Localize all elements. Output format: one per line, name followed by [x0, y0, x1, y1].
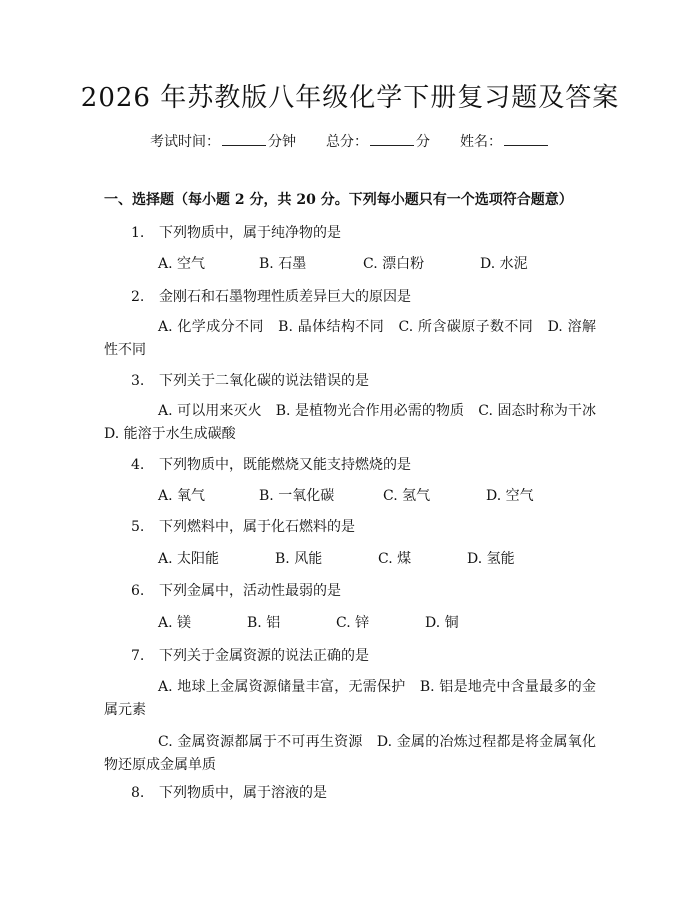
question-number: 7.	[131, 648, 145, 664]
question-number: 8.	[131, 785, 145, 801]
option-a: A. 镁	[158, 615, 192, 631]
option-b: B. 一氧化碳	[259, 488, 335, 504]
question-stem	[131, 516, 355, 538]
question-stem	[131, 454, 411, 476]
option-a: A. 氧气	[158, 488, 206, 504]
question-text: 下列物质中，既能燃烧又能支持燃烧的是	[159, 457, 411, 473]
question-number: 4.	[131, 457, 145, 473]
question-text: 下列金属中，活动性最弱的是	[159, 583, 341, 599]
question-stem	[131, 580, 341, 602]
option-b: B. 石墨	[259, 256, 307, 272]
option-row	[104, 485, 598, 508]
question-text: 下列关于二氧化碳的说法错误的是	[159, 373, 369, 389]
option-b: B. 风能	[275, 551, 323, 567]
option-d: D. 空气	[486, 488, 534, 504]
exam-time-label: 考试时间：	[150, 134, 220, 150]
question-text: 下列关于金属资源的说法正确的是	[159, 648, 369, 664]
option-c: C. 氢气	[383, 488, 431, 504]
question-number: 3.	[131, 373, 145, 389]
student-name-blank	[504, 130, 548, 146]
option-paragraph: A. 地球上金属资源储量丰富，无需保护 B. 铝是地壳中含量最多的金属元素	[104, 679, 596, 718]
option-d: D. 氢能	[467, 551, 515, 567]
student-name-field	[460, 130, 550, 153]
question-stem	[131, 645, 369, 667]
option-c: C. 漂白粉	[363, 256, 425, 272]
option-row	[104, 612, 598, 635]
question-stem	[131, 782, 327, 804]
question-stem	[131, 370, 369, 392]
question-stem	[131, 286, 411, 308]
student-name-label: 姓名：	[460, 134, 502, 150]
question-number: 6.	[131, 583, 145, 599]
section-heading-choice: 一、选择题（每小题 2 分，共 20 分。下列每小题只有一个选项符合题意）	[104, 192, 573, 208]
option-c: C. 锌	[336, 615, 370, 631]
question-text: 下列物质中，属于溶液的是	[159, 785, 327, 801]
total-score-unit: 分	[416, 134, 430, 150]
question-text: 金刚石和石墨物理性质差异巨大的原因是	[159, 289, 411, 305]
exam-time-blank	[222, 130, 266, 146]
total-score-blank	[370, 130, 414, 146]
question-number: 2.	[131, 289, 145, 305]
option-row	[104, 548, 598, 571]
option-paragraph: A. 化学成分不同 B. 晶体结构不同 C. 所含碳原子数不同 D. 溶解性不同	[104, 319, 596, 358]
total-score-label: 总分：	[326, 134, 368, 150]
question-text: 下列燃料中，属于化石燃料的是	[159, 519, 355, 535]
exam-time-unit: 分钟	[268, 134, 296, 150]
option-paragraph: C. 金属资源都属于不可再生资源 D. 金属的冶炼过程都是将金属氧化物还原成金属单质	[104, 734, 596, 773]
option-row	[104, 253, 598, 276]
page-title: 2026 年苏教版八年级化学下册复习题及答案	[80, 83, 620, 113]
question-number: 1.	[131, 225, 145, 241]
option-c: C. 煤	[378, 551, 412, 567]
exam-info-line	[0, 130, 700, 153]
question-number: 5.	[131, 519, 145, 535]
question-stem	[131, 222, 341, 244]
option-d: D. 水泥	[480, 256, 528, 272]
exam-time-field	[150, 130, 296, 153]
option-b: B. 铝	[247, 615, 281, 631]
option-a: A. 太阳能	[158, 551, 220, 567]
question-text: 下列物质中，属于纯净物的是	[159, 225, 341, 241]
total-score-field	[326, 130, 430, 153]
option-a: A. 空气	[158, 256, 206, 272]
option-paragraph: A. 可以用来灭火 B. 是植物光合作用必需的物质 C. 固态时称为干冰 D. 能溶于水生成碳酸	[104, 403, 610, 442]
option-d: D. 铜	[425, 615, 459, 631]
